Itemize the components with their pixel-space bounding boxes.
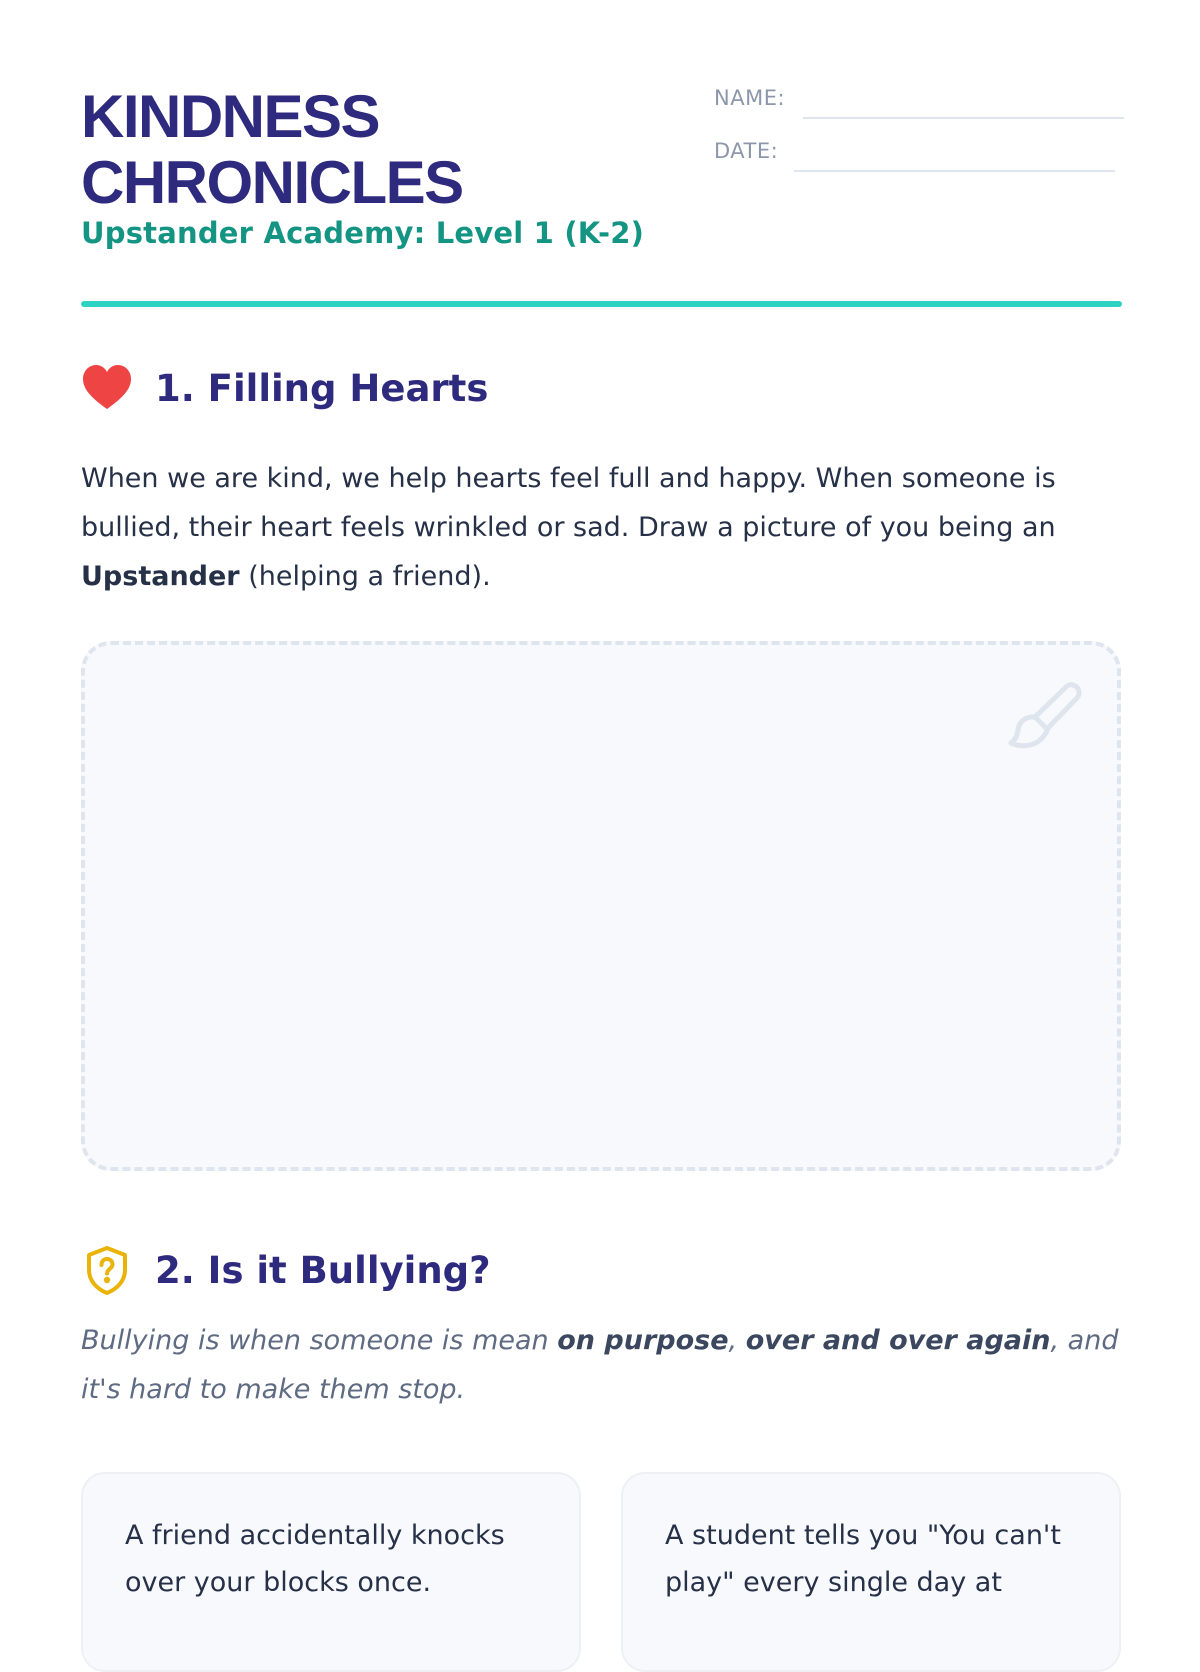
scenario-card-2[interactable] [621, 1472, 1121, 1672]
heart-icon [81, 362, 133, 414]
definition-bold-1: on purpose [557, 1325, 729, 1356]
section-1-instructions [81, 454, 1131, 601]
definition-part-3: , and it's hard to make them stop. [81, 1325, 1119, 1405]
section-2-title: 2. Is it Bullying? [155, 1248, 491, 1292]
paintbrush-icon [1005, 677, 1085, 757]
date-label: DATE: [714, 139, 779, 163]
definition-part-2: , [728, 1325, 738, 1356]
page-subtitle: Upstander Academy: Level 1 (K-2) [81, 216, 645, 250]
definition-part-1: Bullying is when someone is mean [81, 1325, 549, 1356]
definition-bold-2: over and over again [745, 1325, 1051, 1356]
section-1-heading [81, 362, 488, 414]
scenario-card-1[interactable] [81, 1472, 581, 1672]
scenario-card-text: A friend accidentally knocks over your blocks once. [125, 1520, 505, 1598]
header-divider [81, 301, 1122, 307]
instructions-text-end: (helping a friend). [248, 561, 491, 592]
instructions-bold: Upstander [81, 561, 240, 592]
section-2-heading [81, 1244, 491, 1296]
title-line-2: CHRONICLES [81, 149, 463, 216]
title-line-1: KINDNESS [81, 83, 380, 150]
date-field[interactable] [794, 170, 1115, 172]
bullying-definition [81, 1316, 1131, 1414]
shield-question-icon [81, 1244, 133, 1296]
drawing-area[interactable] [81, 641, 1121, 1171]
scenario-card-text: A student tells you "You can't play" every single day at [665, 1520, 1061, 1598]
name-label: NAME: [714, 86, 786, 110]
instructions-text: When we are kind, we help hearts feel full and happy. When someone is bullied, their heart feels wrinkled or sad. Draw a picture of you being an [81, 463, 1056, 543]
page-title [81, 84, 641, 216]
name-field[interactable] [803, 117, 1124, 119]
section-1-title: 1. Filling Hearts [155, 366, 489, 410]
